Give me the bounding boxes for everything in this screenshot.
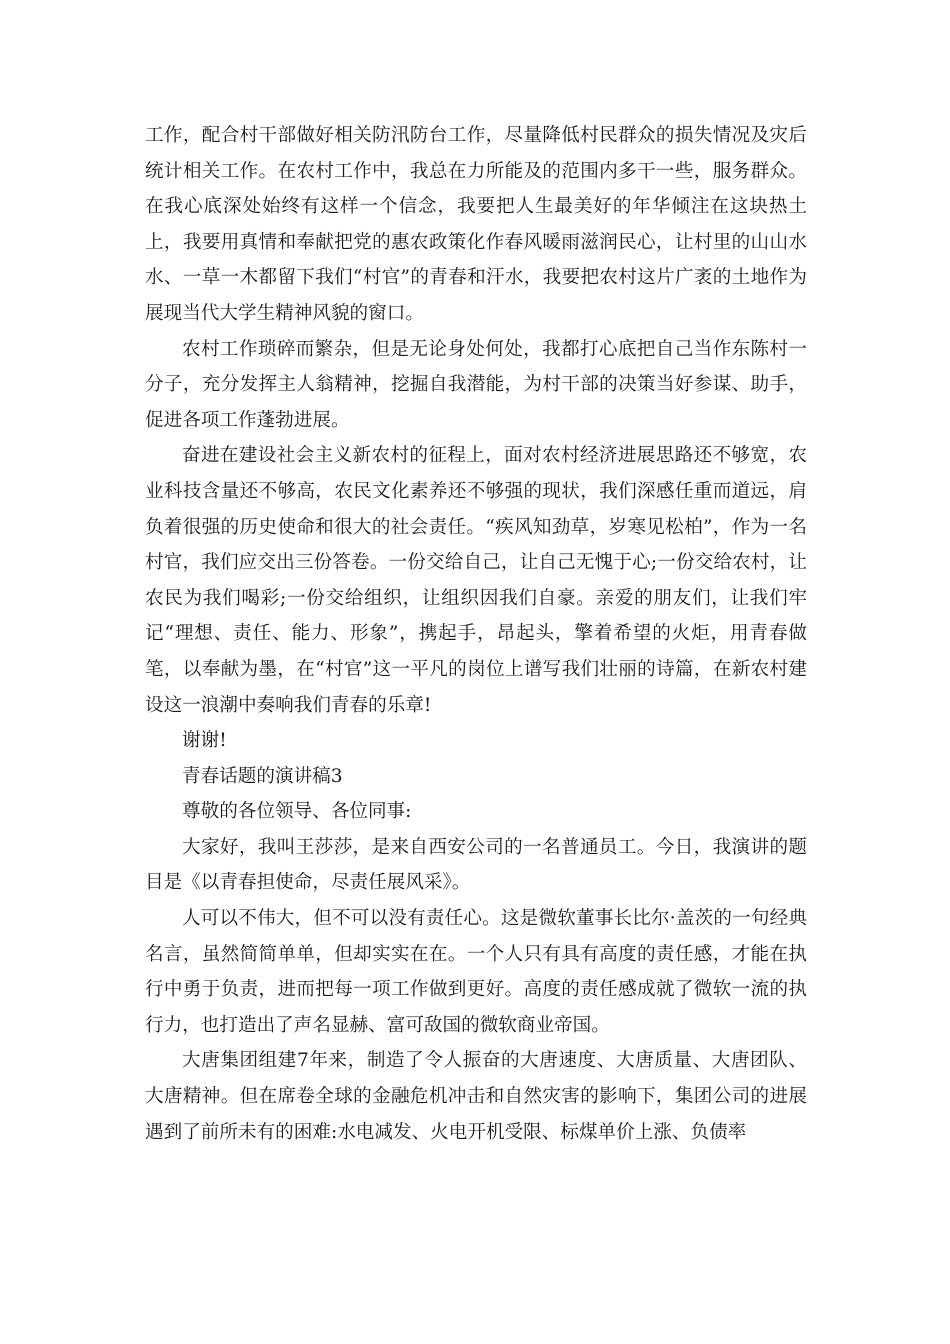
paragraph: 人可以不伟大，但不可以没有责任心。这是微软董事长比尔·盖茨的一句经典名言，虽然简简单单，但却实实在在。一个人只有具有高度的责任感，才能在执行中勇于负责，进而把每一项工作做到更好。高度的责任感成就了微软一流的执行力，也打造出了声名显赫、富可敌国的微软商业帝国。 bbox=[145, 908, 807, 1036]
paragraph: 大家好，我叫王莎莎，是来自西安公司的一名普通员工。今日，我演讲的题目是《以青春担使命，尽责任展风采》。 bbox=[145, 836, 807, 894]
salutation: 尊敬的各位领导、各位同事: bbox=[182, 801, 412, 823]
paragraph-continued: 工作，配合村干部做好相关防汛防台工作，尽量降低村民群众的损失情况及灾后统计相关工作。在农村工作中，我总在力所能及的范围内多干一些，服务群众。在我心底深处始终有这样一个信念，我要把人生最美好的年华倾注在这块热土上，我要用真情和奉献把党的惠农政策化作春风暖雨滋润民心，让村里的山山水水、一草一木都留下我们“村官”的青春和汗水，我要把农村这片广袤的土地作为展现当代大学生精神风貌的窗口。 bbox=[145, 125, 807, 324]
paragraph: 农村工作琐碎而繁杂，但是无论身处何处，我都打心底把自己当作东陈村一分子，充分发挥主人翁精神，挖掘自我潜能，为村干部的决策当好参谋、助手，促进各项工作蓬勃进展。 bbox=[145, 338, 807, 431]
paragraph: 奋进在建设社会主义新农村的征程上，面对农村经济进展思路还不够宽，农业科技含量还不够高，农民文化素养还不够强的现状，我们深感任重而道远，肩负着很强的历史使命和很大的社会责任。“疾风知劲草，岁寒见松柏”，作为一名村官，我们应交出三份答卷。一份交给自己，让自己无愧于心;一份交给农村，让农民为我们喝彩;一份交给组织，让组织因我们自豪。亲爱的朋友们，让我们牢记“理想、责任、能力、形象”，携起手，昂起头，擎着希望的火炬，用青春做笔，以奉献为墨，在“村官”这一平凡的岗位上谱写我们壮丽的诗篇，在新农村建设这一浪潮中奏响我们青春的乐章! bbox=[145, 445, 807, 716]
closing-thanks: 谢谢! bbox=[182, 730, 227, 752]
section-title: 青春话题的演讲稿3 bbox=[182, 765, 343, 787]
document-body bbox=[145, 118, 807, 1150]
paragraph: 大唐集团组建7年来，制造了令人振奋的大唐速度、大唐质量、大唐团队、大唐精神。但在席卷全球的金融危机冲击和自然灾害的影响下，集团公司的进展遇到了前所未有的困难:水电减发、火电开机受限、标煤单价上涨、负债率 bbox=[145, 1050, 807, 1143]
